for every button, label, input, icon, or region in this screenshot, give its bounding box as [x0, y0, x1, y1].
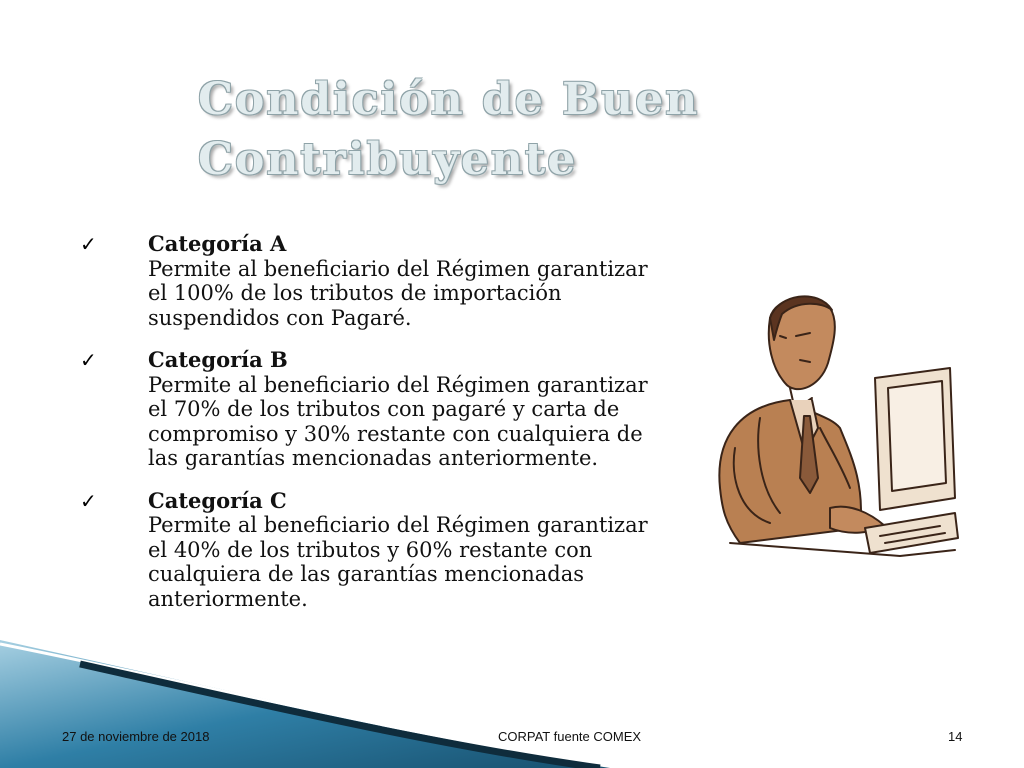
list-item-category-a [80, 232, 670, 330]
footer-swoosh-graphic [0, 640, 1024, 768]
category-description: Permite al beneficiario del Régimen garantizar el 70% de los tributos con pagaré y carta de compromiso y 30% restante con cualquiera de las garantías mencionadas anteriormente. [148, 372, 648, 470]
list-item-category-c [80, 489, 670, 612]
check-mark-icon: ✓ [80, 348, 97, 372]
category-title: Categoría C [148, 487, 287, 513]
category-description: Permite al beneficiario del Régimen garantizar el 100% de los tributos de importación suspendidos con Pagaré. [148, 256, 648, 330]
category-title: Categoría A [148, 231, 287, 256]
footer-date: 27 de noviembre de 2018 [62, 729, 210, 744]
businessman-at-computer-illustration [700, 288, 960, 588]
bullet-list [80, 232, 670, 629]
list-item-category-b [80, 348, 670, 471]
slide-title: Condición de Buen Contribuyente [198, 74, 700, 185]
check-mark-icon: ✓ [80, 232, 97, 256]
page-number: 14 [948, 729, 963, 744]
footer-source: CORPAT fuente COMEX [498, 729, 642, 744]
check-mark-icon: ✓ [80, 488, 97, 513]
category-title: Categoría B [148, 347, 288, 372]
category-description: Permite al beneficiario del Régimen garantizar el 40% de los tributos y 60% restante con cualquiera de las garantías mencionadas anteriormente. [148, 513, 648, 611]
